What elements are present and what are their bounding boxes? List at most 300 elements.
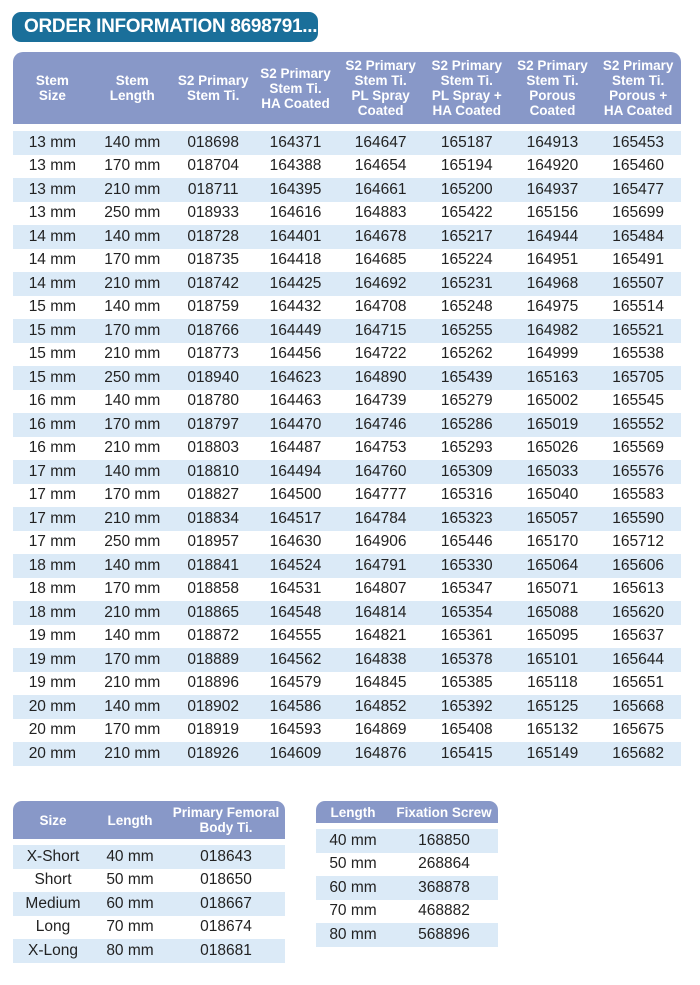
stem-table-cell: 165309 — [424, 460, 510, 484]
stem-table-cell: 164661 — [337, 178, 424, 202]
femoral-body-row — [13, 916, 285, 940]
stem-table-cell: 164807 — [337, 578, 424, 602]
stem-table-cell: 165019 — [510, 413, 596, 437]
stem-table-cell: 164456 — [254, 343, 338, 367]
stem-table-cell: 164814 — [337, 601, 424, 625]
stem-table-header-line: Coated — [357, 103, 404, 118]
stem-table-cell: 17 mm — [13, 531, 92, 555]
fixation-screw-row — [316, 829, 498, 853]
stem-table-cell: 165521 — [595, 319, 681, 343]
stem-table-cell: 16 mm — [13, 390, 92, 414]
stem-table-cell: 13 mm — [13, 155, 92, 179]
stem-table-cell: 210 mm — [92, 343, 173, 367]
stem-table-cell: 165675 — [595, 719, 681, 743]
stem-table-cell: 164753 — [337, 437, 424, 461]
stem-table-cell: 164982 — [510, 319, 596, 343]
stem-table-cell: 165385 — [424, 672, 510, 696]
femoral-body-cell: 50 mm — [93, 869, 167, 893]
stem-table-cell: 165408 — [424, 719, 510, 743]
stem-table-cell: 018933 — [173, 202, 254, 226]
stem-table-cell: 164821 — [337, 625, 424, 649]
stem-table-cell: 018919 — [173, 719, 254, 743]
stem-table-cell: 16 mm — [13, 437, 92, 461]
stem-table-row — [13, 178, 681, 202]
stem-table-cell: 170 mm — [92, 249, 173, 273]
stem-table-cell: 20 mm — [13, 695, 92, 719]
stem-table-cell: 164869 — [337, 719, 424, 743]
femoral-body-cell: 018674 — [167, 916, 285, 940]
stem-table-row — [13, 413, 681, 437]
stem-table-header-line: HA Coated — [432, 103, 502, 118]
stem-table-row — [13, 672, 681, 696]
stem-table-cell: 165286 — [424, 413, 510, 437]
stem-table-row — [13, 484, 681, 508]
stem-table-cell: 018735 — [173, 249, 254, 273]
stem-table-cell: 165637 — [595, 625, 681, 649]
stem-table-cell: 164692 — [337, 272, 424, 296]
stem-table-header-line: Stem Ti. — [354, 73, 407, 88]
stem-table-cell: 170 mm — [92, 578, 173, 602]
stem-table-cell: 13 mm — [13, 202, 92, 226]
stem-table-cell: 165606 — [595, 554, 681, 578]
stem-table-cell: 19 mm — [13, 625, 92, 649]
femoral-body-header-line: Body Ti. — [199, 820, 253, 835]
stem-table-header-cell — [337, 52, 424, 124]
stem-table-header-cell — [424, 52, 510, 124]
stem-table-cell: 165392 — [424, 695, 510, 719]
stem-table-cell: 164883 — [337, 202, 424, 226]
stem-table-cell: 164630 — [254, 531, 338, 555]
stem-table-cell: 164654 — [337, 155, 424, 179]
fixation-screw-row — [316, 900, 498, 924]
fixation-screw-cell: 60 mm — [316, 876, 390, 900]
fixation-screw-cell: 268864 — [390, 853, 498, 877]
stem-table-cell: 165453 — [595, 131, 681, 155]
fixation-screw-cell: 168850 — [390, 829, 498, 853]
stem-table-header-cell — [254, 52, 338, 124]
stem-table-header-line: S2 Primary — [517, 58, 588, 73]
stem-table-cell: 165149 — [510, 742, 596, 766]
stem-table-header-line: Stem Ti. — [440, 73, 493, 88]
stem-table-cell: 165347 — [424, 578, 510, 602]
stem-table-header-line: HA Coated — [603, 103, 673, 118]
stem-table-cell: 165538 — [595, 343, 681, 367]
stem-table-cell: 140 mm — [92, 460, 173, 484]
stem-table-row — [13, 225, 681, 249]
stem-table-cell: 140 mm — [92, 695, 173, 719]
stem-table-cell: 018803 — [173, 437, 254, 461]
femoral-body-cell: 60 mm — [93, 892, 167, 916]
stem-table-cell: 165613 — [595, 578, 681, 602]
stem-table-row — [13, 507, 681, 531]
stem-table-row — [13, 625, 681, 649]
stem-table-cell: 018940 — [173, 366, 254, 390]
femoral-body-cell: 018681 — [167, 939, 285, 963]
stem-table-cell: 170 mm — [92, 319, 173, 343]
stem-table-cell: 170 mm — [92, 413, 173, 437]
stem-table-cell: 165224 — [424, 249, 510, 273]
stem-table-row — [13, 742, 681, 766]
stem-table-cell: 164470 — [254, 413, 338, 437]
femoral-body-table — [13, 801, 285, 963]
stem-table-cell: 165316 — [424, 484, 510, 508]
stem-table-row — [13, 319, 681, 343]
stem-table-cell: 165200 — [424, 178, 510, 202]
stem-table-cell: 210 mm — [92, 507, 173, 531]
femoral-body-cell: 70 mm — [93, 916, 167, 940]
stem-table-cell: 018698 — [173, 131, 254, 155]
stem-table-cell: 165132 — [510, 719, 596, 743]
stem-table-cell: 164562 — [254, 648, 338, 672]
stem-table-cell: 018797 — [173, 413, 254, 437]
stem-table-row — [13, 296, 681, 320]
stem-table-header-cell — [595, 52, 681, 124]
stem-table-cell: 165569 — [595, 437, 681, 461]
order-information-title: ORDER INFORMATION 8698791...... — [12, 12, 318, 42]
stem-table-header-line: Stem Ti. — [269, 80, 322, 96]
stem-table-cell: 165576 — [595, 460, 681, 484]
stem-table-cell: 165118 — [510, 672, 596, 696]
stem-table-cell: 164609 — [254, 742, 338, 766]
stem-table-cell: 164371 — [254, 131, 338, 155]
stem-table-cell: 018865 — [173, 601, 254, 625]
stem-table-cell: 165552 — [595, 413, 681, 437]
stem-table-row — [13, 202, 681, 226]
stem-table-cell: 165620 — [595, 601, 681, 625]
stem-table-cell: 140 mm — [92, 296, 173, 320]
stem-table-cell: 018858 — [173, 578, 254, 602]
stem-table-cell: 164548 — [254, 601, 338, 625]
stem-table-cell: 018957 — [173, 531, 254, 555]
stem-table-cell: 165415 — [424, 742, 510, 766]
stem-table-row — [13, 249, 681, 273]
fixation-screw-row — [316, 923, 498, 947]
stem-table-cell: 140 mm — [92, 225, 173, 249]
stem-table-cell: 140 mm — [92, 131, 173, 155]
stem-table-cell: 164555 — [254, 625, 338, 649]
stem-table-row — [13, 578, 681, 602]
stem-table-cell: 164463 — [254, 390, 338, 414]
stem-table-cell: 018926 — [173, 742, 254, 766]
femoral-body-header-line: Size — [39, 812, 67, 828]
femoral-body-row — [13, 845, 285, 869]
stem-table-cell: 165644 — [595, 648, 681, 672]
stem-table-cell: 164449 — [254, 319, 338, 343]
stem-table-cell: 15 mm — [13, 296, 92, 320]
fixation-screw-cell: 50 mm — [316, 853, 390, 877]
stem-table-cell: 165088 — [510, 601, 596, 625]
stem-table-cell: 210 mm — [92, 672, 173, 696]
femoral-body-header-row — [13, 801, 285, 839]
stem-table-cell: 165194 — [424, 155, 510, 179]
fixation-screw-header-row — [316, 801, 498, 823]
stem-table-header-cell — [13, 52, 92, 124]
stem-table-cell: 250 mm — [92, 202, 173, 226]
stem-table-cell: 165040 — [510, 484, 596, 508]
stem-table-cell: 165491 — [595, 249, 681, 273]
stem-table-cell: 164715 — [337, 319, 424, 343]
stem-table-cell: 15 mm — [13, 319, 92, 343]
femoral-body-header-cell — [93, 801, 167, 839]
stem-table-cell: 165699 — [595, 202, 681, 226]
stem-table-cell: 165002 — [510, 390, 596, 414]
stem-table-cell: 165378 — [424, 648, 510, 672]
stem-table-row — [13, 343, 681, 367]
stem-table-cell: 16 mm — [13, 413, 92, 437]
stem-table-cell: 165279 — [424, 390, 510, 414]
stem-table-cell: 165439 — [424, 366, 510, 390]
stem-table-cell: 018841 — [173, 554, 254, 578]
stem-table-cell: 165095 — [510, 625, 596, 649]
stem-table-cell: 164432 — [254, 296, 338, 320]
stem-table-cell: 140 mm — [92, 554, 173, 578]
stem-table-cell: 140 mm — [92, 625, 173, 649]
stem-table-cell: 164500 — [254, 484, 338, 508]
stem-table-cell: 17 mm — [13, 507, 92, 531]
stem-table-cell: 165477 — [595, 178, 681, 202]
stem-table-cell: 165361 — [424, 625, 510, 649]
fixation-screw-table-body — [316, 823, 498, 947]
stem-table-row — [13, 390, 681, 414]
stem-table-cell: 17 mm — [13, 484, 92, 508]
stem-table-header-line: PL Spray + — [431, 88, 502, 103]
stem-table-cell: 165354 — [424, 601, 510, 625]
stem-table-cell: 164517 — [254, 507, 338, 531]
stem-table-header-line: Length — [109, 88, 155, 103]
femoral-body-cell: 018667 — [167, 892, 285, 916]
femoral-body-table-body — [13, 839, 285, 963]
stem-table-header-line: Stem — [35, 73, 69, 88]
stem-table-cell: 13 mm — [13, 178, 92, 202]
stem-table-cell: 164487 — [254, 437, 338, 461]
stem-table-cell: 165545 — [595, 390, 681, 414]
stem-table-cell: 250 mm — [92, 531, 173, 555]
fixation-screw-header-cell — [316, 801, 390, 823]
stem-table-row — [13, 272, 681, 296]
stem-table-header-cell — [173, 52, 254, 124]
stem-table-header-line: S2 Primary — [431, 58, 503, 73]
stem-table-cell: 164722 — [337, 343, 424, 367]
stem-table-cell: 164388 — [254, 155, 338, 179]
stem-table-header-line: Size — [38, 88, 66, 103]
stem-table-header-line: Coated — [529, 103, 576, 118]
fixation-screw-header-line: Fixation Screw — [396, 804, 492, 820]
fixation-screw-cell: 468882 — [390, 900, 498, 924]
stem-table-cell: 164425 — [254, 272, 338, 296]
stem-table-cell: 018827 — [173, 484, 254, 508]
stem-table-row — [13, 695, 681, 719]
stem-table-row — [13, 131, 681, 155]
stem-table-cell: 018896 — [173, 672, 254, 696]
stem-table-cell: 14 mm — [13, 249, 92, 273]
stem-table-cell: 164739 — [337, 390, 424, 414]
fixation-screw-cell: 568896 — [390, 923, 498, 947]
stem-table-row — [13, 531, 681, 555]
femoral-body-cell: X-Long — [13, 939, 93, 963]
femoral-body-header-cell — [167, 801, 285, 839]
stem-table-cell: 018834 — [173, 507, 254, 531]
stem-table-cell: 164951 — [510, 249, 596, 273]
stem-table-cell: 14 mm — [13, 225, 92, 249]
stem-table-cell: 165255 — [424, 319, 510, 343]
stem-table-cell: 165293 — [424, 437, 510, 461]
stem-table-cell: 164968 — [510, 272, 596, 296]
femoral-body-cell: 018650 — [167, 869, 285, 893]
stem-table-header-line: Stem Ti. — [187, 88, 240, 103]
stem-table-cell: 165422 — [424, 202, 510, 226]
stem-table-row — [13, 437, 681, 461]
stem-table-body — [13, 124, 681, 766]
stem-table-cell: 164395 — [254, 178, 338, 202]
stem-table-cell: 165033 — [510, 460, 596, 484]
stem-table-row — [13, 366, 681, 390]
femoral-body-row — [13, 939, 285, 963]
stem-table-cell: 165484 — [595, 225, 681, 249]
stem-table-row — [13, 601, 681, 625]
stem-table-cell: 165057 — [510, 507, 596, 531]
stem-table-cell: 165330 — [424, 554, 510, 578]
stem-table-cell: 13 mm — [13, 131, 92, 155]
stem-table-cell: 164494 — [254, 460, 338, 484]
stem-table-header-line: HA Coated — [261, 95, 330, 111]
stem-table-cell: 018742 — [173, 272, 254, 296]
stem-table-cell: 164678 — [337, 225, 424, 249]
stem-table-cell: 164852 — [337, 695, 424, 719]
stem-table-row — [13, 554, 681, 578]
fixation-screw-row — [316, 876, 498, 900]
stem-table-cell: 170 mm — [92, 648, 173, 672]
stem-table-spacer-row — [13, 124, 681, 131]
stem-table-row — [13, 155, 681, 179]
fixation-screw-cell: 70 mm — [316, 900, 390, 924]
stem-table-cell: 164593 — [254, 719, 338, 743]
stem-table-spacer-cell — [13, 124, 681, 131]
fixation-screw-header-cell — [390, 801, 498, 823]
stem-table-cell: 140 mm — [92, 390, 173, 414]
stem-table-cell: 19 mm — [13, 672, 92, 696]
stem-table-cell: 164876 — [337, 742, 424, 766]
femoral-body-row — [13, 869, 285, 893]
stem-table-cell: 165071 — [510, 578, 596, 602]
stem-table-row — [13, 719, 681, 743]
stem-table-cell: 164791 — [337, 554, 424, 578]
stem-table-cell: 165712 — [595, 531, 681, 555]
stem-table-cell: 164401 — [254, 225, 338, 249]
stem-table-header-line: S2 Primary — [177, 73, 249, 88]
stem-table-cell: 165026 — [510, 437, 596, 461]
fixation-screw-cell: 368878 — [390, 876, 498, 900]
stem-table-cell: 165064 — [510, 554, 596, 578]
stem-table-cell: 165460 — [595, 155, 681, 179]
stem-table-header-line: S2 Primary — [260, 65, 331, 81]
stem-table-cell: 165446 — [424, 531, 510, 555]
stem-table-cell: 164784 — [337, 507, 424, 531]
stem-table-cell: 170 mm — [92, 719, 173, 743]
stem-table-header-row — [13, 52, 681, 124]
stem-table-header-line: Stem Ti. — [526, 73, 579, 88]
stem-table-cell: 164623 — [254, 366, 338, 390]
femoral-body-cell: Medium — [13, 892, 93, 916]
stem-table-cell: 164685 — [337, 249, 424, 273]
stem-table-cell: 018780 — [173, 390, 254, 414]
stem-table-cell: 165590 — [595, 507, 681, 531]
stem-table-cell: 250 mm — [92, 366, 173, 390]
stem-table-cell: 164913 — [510, 131, 596, 155]
stem-table-header-line: PL Spray — [351, 88, 410, 103]
stem-table-cell: 164418 — [254, 249, 338, 273]
stem-table-cell: 15 mm — [13, 343, 92, 367]
stem-table-cell: 018704 — [173, 155, 254, 179]
stem-table-cell: 165156 — [510, 202, 596, 226]
stem-table-cell: 164838 — [337, 648, 424, 672]
stem-table-cell: 210 mm — [92, 742, 173, 766]
stem-table-cell: 165682 — [595, 742, 681, 766]
stem-table-cell: 018810 — [173, 460, 254, 484]
stem-table-cell: 165262 — [424, 343, 510, 367]
stem-table-cell: 17 mm — [13, 460, 92, 484]
stem-table-cell: 165170 — [510, 531, 596, 555]
stem-table-row — [13, 648, 681, 672]
fixation-screw-header-line: Length — [330, 804, 376, 820]
stem-table-cell: 164999 — [510, 343, 596, 367]
stem-table-header-cell — [92, 52, 173, 124]
stem-table-cell: 165323 — [424, 507, 510, 531]
stem-table-cell: 18 mm — [13, 554, 92, 578]
stem-table-cell: 164845 — [337, 672, 424, 696]
stem-table-row — [13, 460, 681, 484]
stem-table-cell: 164975 — [510, 296, 596, 320]
stem-table-header-line: Stem — [115, 73, 149, 88]
stem-table-cell: 165507 — [595, 272, 681, 296]
stem-table-cell: 165583 — [595, 484, 681, 508]
stem-table-cell: 018872 — [173, 625, 254, 649]
stem-table-cell: 164579 — [254, 672, 338, 696]
stem-table-cell: 164906 — [337, 531, 424, 555]
stem-table-cell: 164586 — [254, 695, 338, 719]
stem-table-header-line: S2 Primary — [345, 58, 416, 73]
stem-table-cell: 018773 — [173, 343, 254, 367]
stem-table-header-line: Stem Ti. — [612, 73, 665, 88]
stem-table-cell: 165125 — [510, 695, 596, 719]
stem-table-cell: 165187 — [424, 131, 510, 155]
stem-table-cell: 018889 — [173, 648, 254, 672]
stem-table-cell: 19 mm — [13, 648, 92, 672]
stem-table-cell: 210 mm — [92, 178, 173, 202]
stem-table-cell: 165651 — [595, 672, 681, 696]
stem-table-header-line: Porous — [529, 88, 576, 103]
fixation-screw-cell: 80 mm — [316, 923, 390, 947]
stem-table-cell: 210 mm — [92, 601, 173, 625]
stem-table-cell: 165668 — [595, 695, 681, 719]
femoral-body-cell: 018643 — [167, 845, 285, 869]
stem-table-cell: 018728 — [173, 225, 254, 249]
stem-table-cell: 164616 — [254, 202, 338, 226]
stem-table-cell: 164944 — [510, 225, 596, 249]
femoral-body-cell: X-Short — [13, 845, 93, 869]
femoral-body-row — [13, 892, 285, 916]
stem-table-header-line: Porous + — [609, 88, 668, 103]
femoral-body-header-line: Length — [107, 812, 153, 828]
stem-table-cell: 164746 — [337, 413, 424, 437]
fixation-screw-cell: 40 mm — [316, 829, 390, 853]
stem-table-cell: 018711 — [173, 178, 254, 202]
stem-table-cell: 165231 — [424, 272, 510, 296]
stem-table-cell: 20 mm — [13, 742, 92, 766]
stem-table-cell: 15 mm — [13, 366, 92, 390]
femoral-body-cell: Long — [13, 916, 93, 940]
stem-table-cell: 018759 — [173, 296, 254, 320]
stem-table-cell: 164524 — [254, 554, 338, 578]
